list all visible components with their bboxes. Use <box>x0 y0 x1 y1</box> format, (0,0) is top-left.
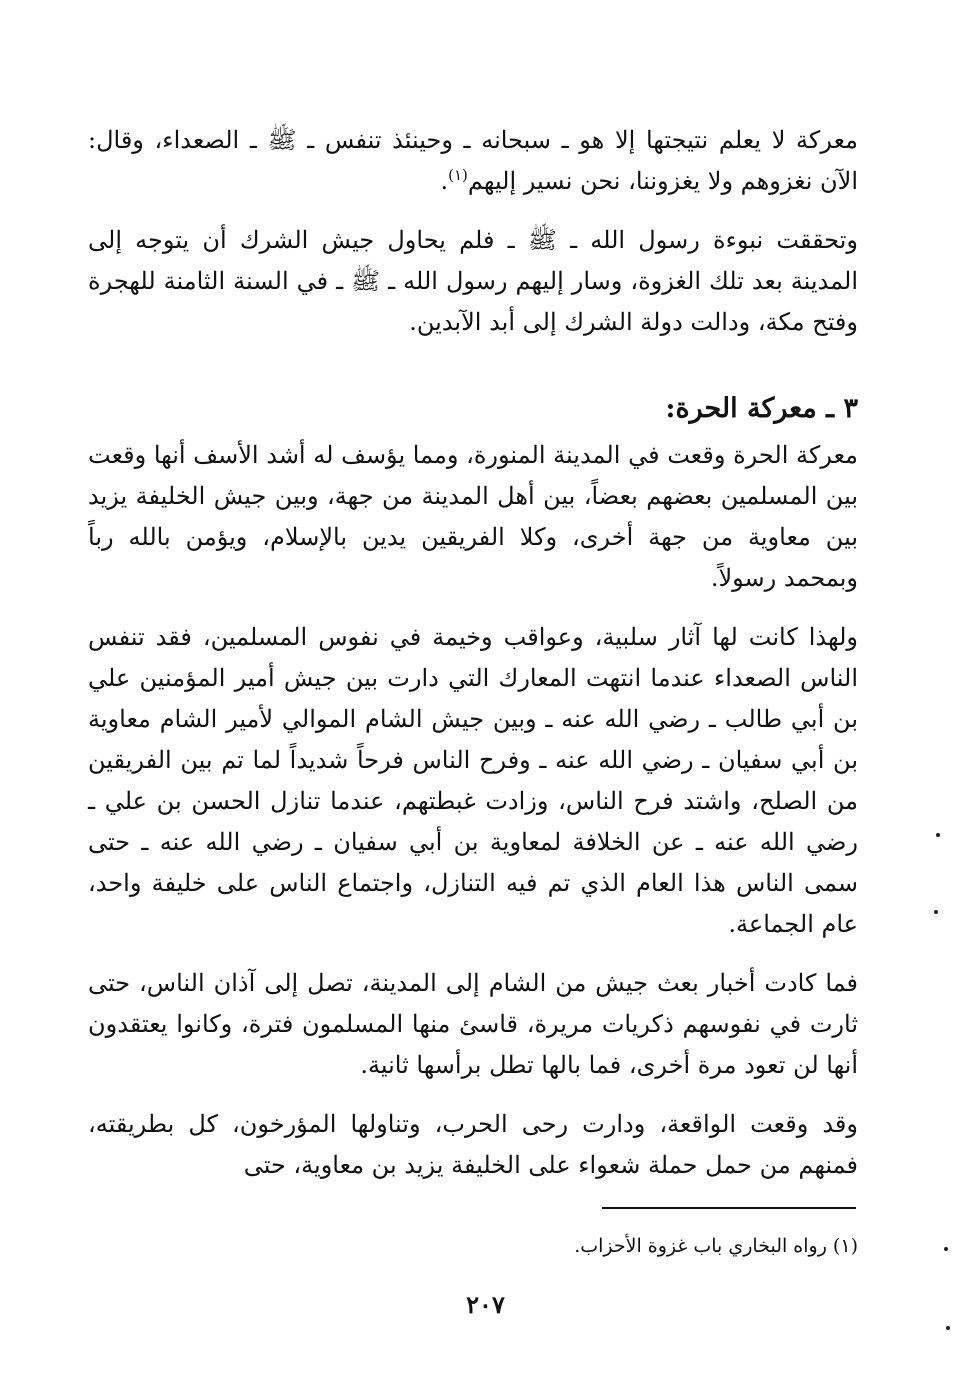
section-heading: ٣ ـ معركة الحرة: <box>665 393 858 424</box>
paragraph-1-end: . <box>440 167 449 195</box>
scan-speck <box>936 833 940 837</box>
paragraph-6: وقد وقعت الواقعة، ودارت رحى الحرب، وتناولها المؤرخون، كل بطريقته، فمنهم من حمل حملة شعواء على الخليفة يزيد بن معاوية، حتى <box>88 1110 858 1179</box>
footnote-reference: (١) <box>448 166 468 184</box>
scan-speck <box>944 1247 948 1251</box>
page-number: ٢٠٧ <box>466 1290 505 1319</box>
paragraph-2: وتحققت نبوءة رسول الله ـ ﷺ ـ فلم يحاول جيش الشرك أن يتوجه إلى المدينة بعد تلك الغزوة، وسار إليهم رسول الله ـ ﷺ ـ في السنة الثامنة للهجرة وفتح مكة، ودالت دولة الشرك إلى أبد الآبدين. <box>88 226 859 336</box>
scan-speck <box>946 1326 950 1330</box>
footnote-divider <box>602 1207 856 1209</box>
page-body <box>88 120 858 1186</box>
paragraph-1 <box>88 120 858 202</box>
paragraph-5: فما كادت أخبار بعث جيش من الشام إلى المدينة، تصل إلى آذان الناس، حتى ثارت في نفوسهم ذكريات مريرة، قاسئ منها المسلمون فترة، وكانوا يعتقدون أنها لن تعود مرة أخرى، فما بالها تطل برأسها ثانية. <box>88 969 859 1079</box>
paragraph-1-text: معركة لا يعلم نتيجتها إلا هو ـ سبحانه ـ وحينئذ تنفس ـ ﷺ ـ الصعداء، وقال: الآن نغزوهم ولا يغزوننا، نحن نسير إليهم <box>88 126 858 195</box>
footnote: (١) رواه البخاري باب غزوة الأحزاب. <box>574 1235 858 1257</box>
paragraph-3: معركة الحرة وقعت في المدينة المنورة، ومما يؤسف له أشد الأسف أنها وقعت بين المسلمين بعضهم بعضاً، بين أهل المدينة من جهة، وبين جيش الخليفة يزيد بين معاوية من جهة أخرى، وكلا الفريقين يدين بالإسلام، ويؤمن بالله رباً وبمحمد رسولاً. <box>88 441 859 592</box>
paragraph-4: ولهذا كانت لها آثار سلبية، وعواقب وخيمة في نفوس المسلمين، فقد تنفس الناس الصعداء عندما انتهت المعارك التي دارت بين جيش أمير المؤمنين علي بن أبي طالب ـ رضي الله عنه ـ وبين جيش الشام الموالي لأمير الشام معاوية بن أبي سفيان ـ رضي الله عنه ـ وفرح الناس فرحاً شديداً لما تم بين الفريقين من الصلح، واشتد فرح الناس، وزادت غبطتهم، عندما تنازل الحسن بن علي ـ رضي الله عنه ـ عن الخلافة لمعاوية بن أبي سفيان ـ رضي الله عنه ـ حتى سمى الناس هذا العام الذي تم فيه التنازل، واجتماع الناس على خليفة واحد، عام الجماعة. <box>88 623 858 938</box>
scan-speck <box>934 910 938 914</box>
